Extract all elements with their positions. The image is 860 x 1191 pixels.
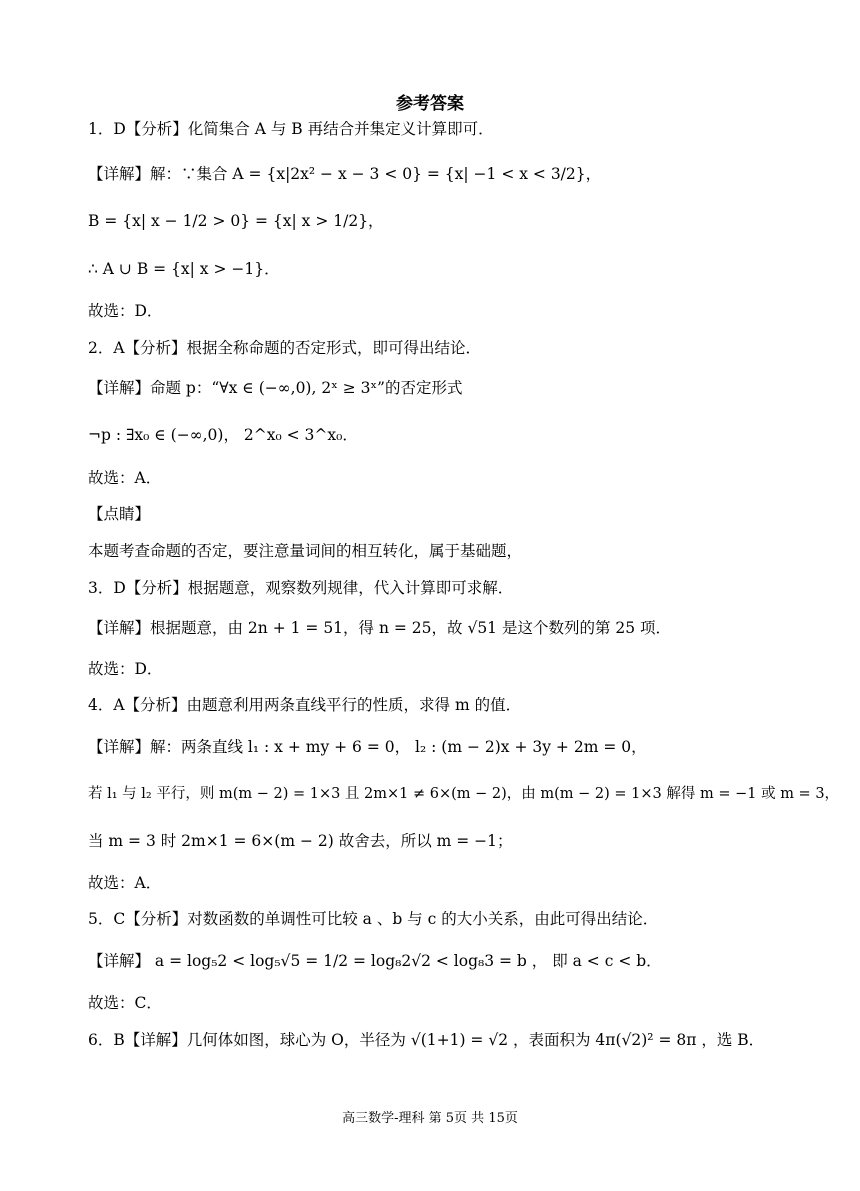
q3-choice: 故选：D． bbox=[88, 660, 163, 678]
q5-choice: 故选：C． bbox=[88, 994, 162, 1012]
q1-analysis: 1．D【分析】化简集合 A 与 B 再结合并集定义计算即可． bbox=[88, 120, 494, 138]
q1-choice: 故选：D． bbox=[88, 302, 163, 320]
q3-analysis: 3．D【分析】根据题意，观察数列规律，代入计算即可求解． bbox=[88, 579, 514, 597]
q4-analysis: 4．A【分析】由题意利用两条直线平行的性质，求得 m 的值． bbox=[88, 696, 522, 714]
q3-detail: 【详解】根据题意，由 2n + 1 = 51，得 n = 25，故 √51 是这个数列的第 25 项． bbox=[88, 619, 672, 637]
q5-analysis: 5．C【分析】对数函数的单调性可比较 a 、b 与 c 的大小关系，由此可得出结论． bbox=[88, 910, 659, 928]
q2-comment: 本题考查命题的否定，要注意量词间的相互转化，属于基础题， bbox=[88, 542, 523, 560]
q4-detail-line1: 【详解】解：两条直线 l₁ : x + my + 6 = 0， l₂ : (m − 2)x + 3y + 2m = 0， bbox=[88, 738, 647, 756]
q1-detail-line1: 【详解】解：∵集合 A = {x|2x² − x − 3 < 0} = {x| −1 < x < 3/2}， bbox=[88, 165, 602, 183]
page-title: 参考答案 bbox=[396, 94, 464, 114]
q1-detail-line3: ∴ A ∪ B = {x| x > −1}． bbox=[88, 260, 280, 278]
q2-choice: 故选：A． bbox=[88, 469, 162, 487]
page-footer: 高三数学-理科 第 5页 共 15页 bbox=[342, 1111, 518, 1126]
q2-detail-line1: 【详解】命题 p：“∀x ∈ (−∞,0), 2ˣ ≥ 3ˣ”的否定形式 bbox=[88, 379, 463, 397]
q1-detail-line2: B = {x| x − 1/2 > 0} = {x| x > 1/2}， bbox=[88, 212, 384, 230]
q2-detail-line2: ¬p : ∃x₀ ∈ (−∞,0)， 2^x₀ < 3^x₀． bbox=[88, 426, 358, 444]
q2-comment-heading: 【点睛】 bbox=[88, 505, 151, 523]
q2-analysis: 2．A【分析】根据全称命题的否定形式，即可得出结论． bbox=[88, 339, 482, 357]
q4-choice: 故选：A． bbox=[88, 874, 162, 892]
q4-detail-line2: 若 l₁ 与 l₂ 平行，则 m(m − 2) = 1×3 且 2m×1 ≠ 6×(m − 2)，由 m(m − 2) = 1×3 解得 m = −1 或 m = 3， bbox=[88, 786, 840, 802]
q6-detail: 6．B【详解】几何体如图，球心为 O，半径为 √(1+1) = √2 ，表面积为 4π(√2)² = 8π ，选 B． bbox=[88, 1031, 765, 1049]
q5-detail: 【详解】 a = log₅2 < log₅√5 = 1/2 = log₈2√2 < log₈3 = b ， 即 a < c < b． bbox=[88, 952, 662, 970]
q4-detail-line3: 当 m = 3 时 2m×1 = 6×(m − 2) 故舍去，所以 m = −1； bbox=[88, 832, 513, 850]
